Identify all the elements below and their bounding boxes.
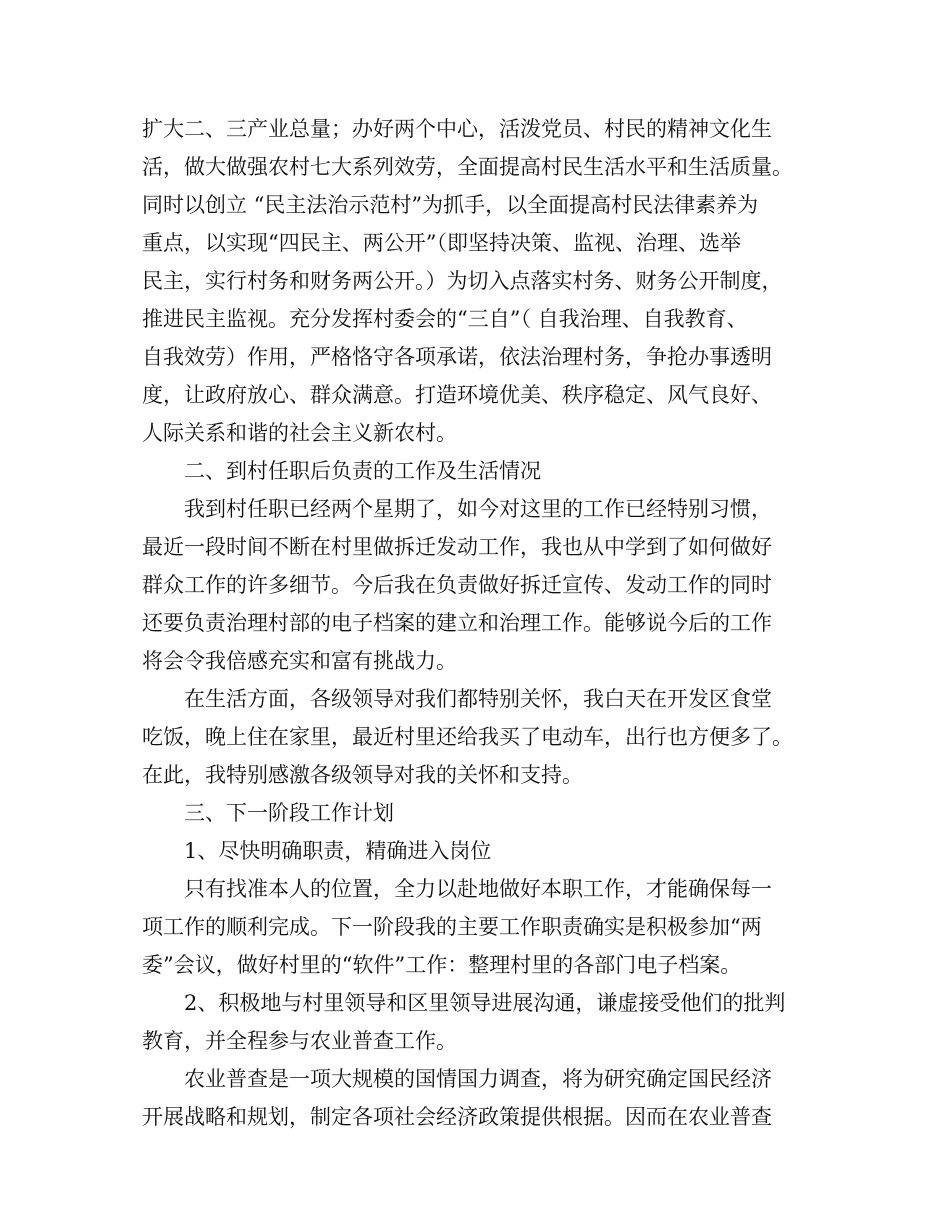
text-line: 将会令我倍感充实和富有挑战力。 <box>142 649 457 673</box>
text-line: 度，让政府放心、群众满意。打造环境优美、秩序稳定、风气良好、 <box>142 383 772 407</box>
text-line: 项工作的顺利完成。下一阶段我的主要工作职责确实是积极参加“两 <box>142 915 762 939</box>
text-line: 人际关系和谐的社会主义新农村。 <box>142 421 457 445</box>
text-line: 自我效劳）作用，严格恪守各项承诺，依法治理村务，争抢办事透明 <box>142 345 772 369</box>
text-line: 只有找准本人的位置，全力以赴地做好本职工作，才能确保每一 <box>184 877 772 901</box>
text-line: 农业普查是一项大规模的国情国力调查，将为研究确定国民经济 <box>184 1067 772 1091</box>
text-line: 群众工作的许多细节。今后我在负责做好拆迁宣传、发动工作的同时 <box>142 573 772 597</box>
text-line: 民主，实行村务和财务两公开。）为切入点落实村务、财务公开制度， <box>142 269 783 293</box>
text-line: 吃饭，晚上住在家里，最近村里还给我买了电动车，出行也方便多了。 <box>142 725 793 749</box>
text-line: 委”会议，做好村里的“软件”工作：整理村里的各部门电子档案。 <box>142 953 742 977</box>
text-line: 2、积极地与村里领导和区里领导进展沟通，谦虚接受他们的批判 <box>184 991 786 1015</box>
text-line: 在生活方面，各级领导对我们都特别关怀，我白天在开发区食堂 <box>184 687 772 711</box>
text-line: 扩大二、三产业总量；办好两个中心，活泼党员、村民的精神文化生 <box>142 117 772 141</box>
text-line: 还要负责治理村部的电子档案的建立和治理工作。能够说今后的工作 <box>142 611 772 635</box>
text-line: 我到村任职已经两个星期了，如今对这里的工作已经特别习惯， <box>184 497 772 521</box>
text-line: 同时以创立 “民主法治示范村”为抓手，以全面提高村民法律素养为 <box>142 193 759 217</box>
text-line: 推进民主监视。充分发挥村委会的“三自”（ 自我治理、自我教育、 <box>142 307 748 331</box>
text-line: 教育，并全程参与农业普查工作。 <box>142 1029 457 1053</box>
subsection-heading: 1、尽快明确职责，精确进入岗位 <box>184 839 492 863</box>
text-line: 在此，我特别感激各级领导对我的关怀和支持。 <box>142 763 583 787</box>
text-line: 开展战略和规划，制定各项社会经济政策提供根据。因而在农业普查 <box>142 1105 772 1129</box>
text-line: 重点，以实现“四民主、两公开”（即坚持决策、监视、治理、选举 <box>142 231 741 255</box>
section-heading: 三、下一阶段工作计划 <box>184 801 394 825</box>
text-line: 活，做大做强农村七大系列效劳，全面提高村民生活水平和生活质量。 <box>142 155 793 179</box>
document-body <box>142 110 822 1136</box>
text-line: 最近一段时间不断在村里做拆迁发动工作，我也从中学到了如何做好 <box>142 535 772 559</box>
section-heading: 二、到村任职后负责的工作及生活情况 <box>184 459 541 483</box>
